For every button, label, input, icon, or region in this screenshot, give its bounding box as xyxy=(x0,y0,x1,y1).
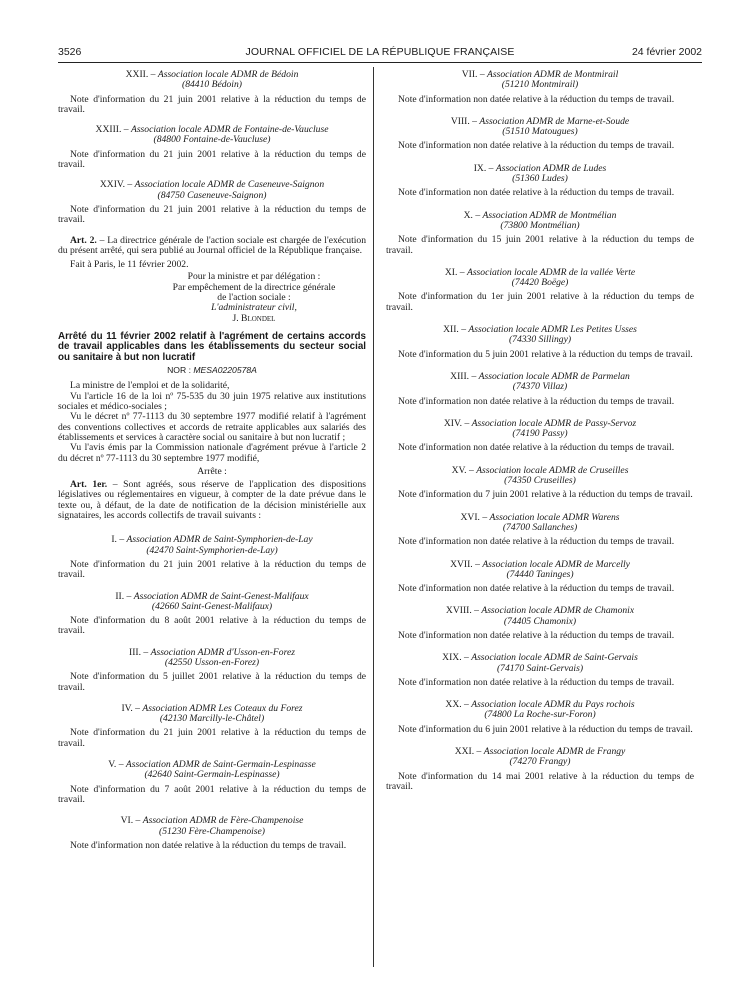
association-name: Association ADMR de Saint-Genest-Malifaux xyxy=(133,590,309,602)
entry-note: Note d'information non datée relative à la réduction du temps de travail. xyxy=(398,629,675,641)
association-location: (74440 Taninges) xyxy=(506,568,574,580)
entry-note: Note d'information du 7 juin 2001 relative à la réduction du temps de travail. xyxy=(398,489,693,501)
association-location: (74170 Saint-Gervais) xyxy=(496,662,584,674)
entry-title xyxy=(386,372,694,393)
association-name: Association locale ADMR de Saint-Gervais xyxy=(471,652,638,664)
association-name: Association locale ADMR du Pays rochois xyxy=(471,699,635,711)
entry-note: Note d'information du 21 juin 2001 relative à la réduction du temps de travail. xyxy=(58,203,366,226)
association-entry xyxy=(386,70,694,105)
article-1-label: Art. 1er. xyxy=(70,479,108,491)
entry-number: XXIII. – xyxy=(95,124,131,136)
entry-title xyxy=(58,535,366,556)
association-name: Association ADMR d'Usson-en-Forez xyxy=(150,646,295,658)
association-entry xyxy=(58,535,366,580)
association-entry xyxy=(58,180,366,225)
entry-title xyxy=(386,513,694,534)
association-entry xyxy=(386,560,694,595)
association-location: (51510 Matougues) xyxy=(502,126,578,138)
association-entry xyxy=(386,419,694,454)
association-name: Association locale ADMR de Parmelan xyxy=(478,370,630,382)
association-entry xyxy=(58,125,366,170)
entry-number: X. – xyxy=(463,209,483,221)
column-divider xyxy=(373,67,374,967)
entry-title xyxy=(58,592,366,613)
association-name: Association ADMR de Saint-Symphorien-de-Lay xyxy=(126,534,313,546)
signature-line-2: Par empêchement de la directrice générale xyxy=(172,281,336,293)
nor-code: MESA0220578A xyxy=(193,365,257,376)
association-name: Association locale ADMR de Frangy xyxy=(483,746,626,758)
association-entry xyxy=(386,606,694,641)
association-location: (74405 Chamonix) xyxy=(503,615,577,627)
association-name: Association ADMR de Saint-Germain-Lespinasse xyxy=(125,759,316,771)
entry-number: VII. – xyxy=(461,69,488,80)
association-location: (74190 Passy) xyxy=(512,428,568,440)
association-entry xyxy=(386,747,694,792)
left-column xyxy=(58,70,366,862)
association-location: (51210 Montmirail) xyxy=(501,79,579,91)
association-location: (74700 Sallanches) xyxy=(502,521,578,533)
entry-note: Note d'information du 5 juin 2001 relative à la réduction du temps de travail. xyxy=(398,348,693,360)
entry-title xyxy=(58,125,366,146)
association-location: (51230 Fère-Champenoise) xyxy=(159,825,265,837)
entry-title xyxy=(58,648,366,669)
entry-title xyxy=(386,560,694,581)
entry-note: Note d'information du 15 juin 2001 relative à la réduction du temps de travail. xyxy=(386,234,694,256)
entry-list xyxy=(386,70,694,792)
entry-title xyxy=(386,70,694,91)
entry-number: VIII. – xyxy=(450,115,480,127)
association-name: Association locale ADMR de Passy-Servoz xyxy=(471,417,637,429)
entry-number: XV. – xyxy=(451,464,477,476)
entry-note: Note d'information non datée relative à la réduction du temps de travail. xyxy=(398,442,675,454)
entry-title xyxy=(386,606,694,627)
entry-title xyxy=(386,117,694,138)
entry-note: Note d'information non datée relative à la réduction du temps de travail. xyxy=(398,583,675,595)
association-location: (42550 Usson-en-Forez) xyxy=(164,656,260,668)
entry-note: Note d'information du 6 juin 2001 relative à la réduction du temps de travail. xyxy=(398,723,693,735)
association-name: Association ADMR de Montmirail xyxy=(487,69,619,80)
entry-title xyxy=(386,653,694,674)
entry-title xyxy=(58,180,366,201)
page-header xyxy=(58,46,702,60)
entry-number: XVII. – xyxy=(450,558,483,570)
preamble-3: Vu le décret nº 77-1113 du 30 septembre 1977 modifié relatif à l'agrément des conventions collectives et accords de retraite applicables aux salariés des établissements et services à caractère social ou sanitaire à but non lucratif ; xyxy=(58,411,366,443)
association-name: Association ADMR de Ludes xyxy=(495,162,607,174)
entry-number: IX. – xyxy=(473,162,496,174)
entry-note: Note d'information non datée relative à la réduction du temps de travail. xyxy=(398,140,675,152)
signature-line-4: L'administrateur civil, xyxy=(211,302,297,314)
signatory-name: J. Blondel xyxy=(232,312,276,324)
association-entry xyxy=(386,700,694,735)
entry-number: I. – xyxy=(111,534,127,546)
association-name: Association ADMR Les Coteaux du Forez xyxy=(142,702,303,714)
association-name: Association ADMR de Marne-et-Soude xyxy=(479,115,630,127)
entry-number: XIII. – xyxy=(450,370,479,382)
entry-number: XI. – xyxy=(444,266,467,278)
association-entry xyxy=(58,592,366,637)
entry-note: Note d'information non datée relative à la réduction du temps de travail. xyxy=(398,187,675,199)
article-1-text: – Sont agréés, sous réserve de l'application des dispositions législatives ou réglementaires en vigueur, à compter de la date prévue dans le texte ou, à défaut, de la date de notification de la décision ministérielle aux signataires, les accords collectifs de travail suivants : xyxy=(58,479,367,522)
association-name: Association ADMR de Montmélian xyxy=(482,209,617,221)
entry-number: V. – xyxy=(108,759,126,771)
preamble-1: La ministre de l'emploi et de la solidarité, xyxy=(70,380,230,392)
journal-title: JOURNAL OFFICIEL DE LA RÉPUBLIQUE FRANÇAISE xyxy=(245,46,515,58)
association-location: (74270 Frangy) xyxy=(509,756,571,768)
entry-number: XIX. – xyxy=(442,652,472,664)
association-location: (73800 Montmélian) xyxy=(500,219,580,231)
association-location: (84800 Fontaine-de-Vaucluse) xyxy=(153,134,271,146)
entry-number: XXI. – xyxy=(454,746,484,758)
signature-line-3: de l'action sociale : xyxy=(217,292,291,304)
entry-number: XIV. – xyxy=(443,417,472,429)
association-name: Association locale ADMR de Cruseilles xyxy=(476,464,629,476)
association-name: Association locale ADMR de Caseneuve-Saignon xyxy=(134,179,325,191)
entry-note: Note d'information non datée relative à la réduction du temps de travail. xyxy=(398,676,675,688)
association-entry xyxy=(386,211,694,256)
association-location: (42660 Saint-Genest-Malifaux) xyxy=(151,600,273,612)
association-name: Association locale ADMR de Chamonix xyxy=(481,605,635,617)
association-entry xyxy=(58,816,366,851)
entry-list xyxy=(58,535,366,851)
entry-number: XVI. – xyxy=(460,511,490,523)
association-location: (42130 Marcilly-le-Châtel) xyxy=(159,713,265,725)
entry-note: Note d'information du 1er juin 2001 relative à la réduction du temps de travail. xyxy=(386,291,694,313)
entry-title xyxy=(386,747,694,768)
association-location: (74800 La Roche-sur-Foron) xyxy=(484,709,596,721)
association-name: Association ADMR de Fère-Champenoise xyxy=(142,815,304,827)
entry-title xyxy=(386,700,694,721)
entry-number: XX. – xyxy=(445,699,472,711)
signing-place-date: Fait à Paris, le 11 février 2002. xyxy=(70,259,189,271)
association-entry xyxy=(58,648,366,693)
association-location: (84410 Bédoin) xyxy=(182,79,242,91)
entry-number: XII. – xyxy=(443,324,469,336)
entry-title xyxy=(386,419,694,440)
entry-number: XXIV. – xyxy=(99,179,135,191)
preamble-2: Vu l'article 16 de la loi nº 75-535 du 30 juin 1975 relative aux institutions sociales et médico-sociales ; xyxy=(58,390,366,413)
association-location: (74330 Sillingy) xyxy=(508,334,572,346)
entry-title xyxy=(386,211,694,232)
entry-title xyxy=(58,816,366,837)
article-2-text: – La directrice générale de l'action sociale est chargée de l'exécution du présent arrêté, qui sera publié au Journal officiel de la République française. xyxy=(58,234,366,256)
entry-title xyxy=(58,760,366,781)
association-location: (84750 Caseneuve-Saignon) xyxy=(157,189,267,201)
entry-title xyxy=(58,70,366,91)
entry-title xyxy=(386,325,694,346)
issue-date: 24 février 2002 xyxy=(631,46,702,58)
entry-note: Note d'information du 21 juin 2001 relative à la réduction du temps de travail. xyxy=(58,727,366,749)
entry-note: Note d'information du 21 juin 2001 relative à la réduction du temps de travail. xyxy=(58,148,366,171)
association-entry xyxy=(386,653,694,688)
nor-reference xyxy=(58,365,366,375)
preamble-4: Vu l'avis émis par la Commission nationale d'agrément prévue à l'article 2 du décret nº 77-1113 du 30 septembre 1977 modifié, xyxy=(58,442,366,464)
association-location: (74350 Cruseilles) xyxy=(504,475,576,487)
entry-title xyxy=(386,164,694,185)
entry-note: Note d'information non datée relative à la réduction du temps de travail. xyxy=(398,395,675,407)
entry-list xyxy=(58,70,366,226)
arrete-title: Arrêté du 11 février 2002 relatif à l'agrément de certains accords de travail applicables dans les établissements du secteur social ou sanitaire à but non lucratif xyxy=(58,330,366,363)
article-1 xyxy=(58,480,366,521)
signature-block xyxy=(142,272,366,323)
entry-note: Note d'information non datée relative à la réduction du temps de travail. xyxy=(398,536,675,548)
association-entry xyxy=(386,372,694,407)
entry-note: Note d'information du 21 juin 2001 relative à la réduction du temps de travail. xyxy=(58,93,366,115)
article-2-label: Art. 2. xyxy=(70,234,97,246)
entry-note: Note d'information du 8 août 2001 relative à la réduction du temps de travail. xyxy=(58,615,366,637)
association-location: (74370 Villaz) xyxy=(512,381,568,393)
association-entry xyxy=(58,704,366,749)
entry-number: VI. – xyxy=(120,815,143,827)
association-location: (74420 Boëge) xyxy=(511,277,569,289)
page-number: 3526 xyxy=(58,46,82,58)
association-entry xyxy=(386,164,694,199)
entry-title xyxy=(58,704,366,725)
association-location: (51360 Ludes) xyxy=(512,173,568,185)
entry-note: Note d'information du 7 août 2001 relative à la réduction du temps de travail. xyxy=(58,783,366,805)
association-entry xyxy=(58,70,366,115)
association-name: Association locale ADMR de Fontaine-de-Vaucluse xyxy=(130,124,329,136)
association-location: (42640 Saint-Germain-Lespinasse) xyxy=(144,769,280,781)
entry-number: XVIII. – xyxy=(445,605,482,617)
association-entry xyxy=(386,513,694,548)
entry-note: Note d'information du 21 juin 2001 relative à la réduction du temps de travail. xyxy=(58,558,366,581)
nor-label: NOR : xyxy=(167,365,194,376)
association-name: Association locale ADMR de la vallée Verte xyxy=(466,266,636,278)
right-column xyxy=(386,70,694,804)
entry-number: II. – xyxy=(115,590,134,602)
association-entry xyxy=(386,268,694,313)
association-location: (42470 Saint-Symphorien-de-Lay) xyxy=(146,544,278,556)
association-entry xyxy=(386,117,694,152)
entry-title xyxy=(386,466,694,487)
entry-title xyxy=(386,268,694,289)
entry-number: III. – xyxy=(129,646,151,658)
association-entry xyxy=(386,466,694,501)
association-name: Association locale ADMR Les Petites Usses xyxy=(468,324,637,336)
association-entry xyxy=(386,325,694,360)
article-2 xyxy=(58,236,366,257)
association-name: Association locale ADMR de Marcelly xyxy=(482,558,630,570)
association-entry xyxy=(58,760,366,805)
header-rule xyxy=(58,62,702,63)
association-name: Association locale ADMR Warens xyxy=(489,511,620,523)
entry-number: IV. – xyxy=(121,702,143,714)
signature-line-1: Pour la ministre et par délégation : xyxy=(187,271,321,283)
entry-note: Note d'information non datée relative à la réduction du temps de travail. xyxy=(398,93,675,105)
entry-note: Note d'information du 5 juillet 2001 relative à la réduction du temps de travail. xyxy=(58,671,366,693)
arrete-heading: Arrête : xyxy=(197,465,227,477)
entry-number: XXII. – xyxy=(125,69,158,80)
association-name: Association locale ADMR de Bédoin xyxy=(157,69,299,80)
entry-note: Note d'information du 14 mai 2001 relative à la réduction du temps de travail. xyxy=(386,770,694,792)
entry-note: Note d'information non datée relative à la réduction du temps de travail. xyxy=(70,839,347,851)
